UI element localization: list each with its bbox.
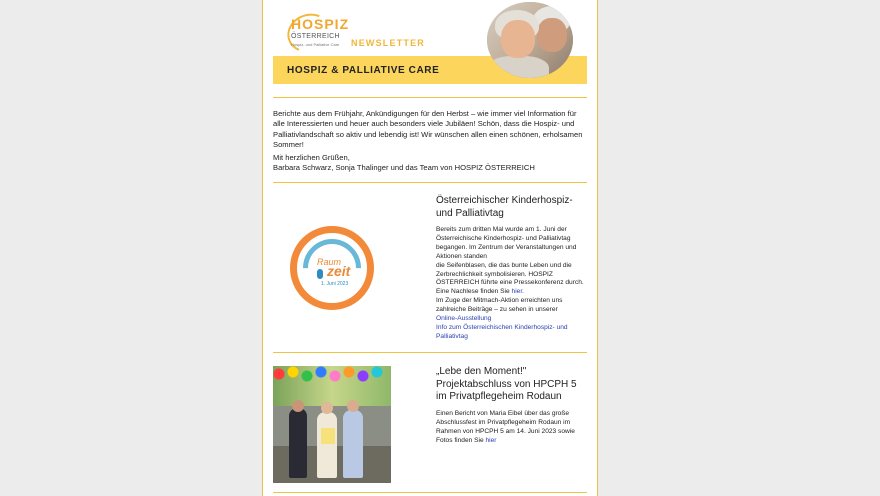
- divider: [273, 182, 587, 183]
- article1-title: Österreichischer Kinderhospiz- und Palliativtag: [436, 195, 573, 219]
- balloons-decoration: [273, 366, 391, 390]
- article2-title: „Lebe den Moment!" Projektabschluss von HPCPH 5 im Privatpflegeheim Rodaun: [436, 366, 577, 402]
- article2-body: [436, 410, 588, 446]
- newsletter-label: NEWSLETTER: [351, 38, 425, 48]
- intro-text: [273, 109, 587, 151]
- team-photo: [273, 366, 391, 483]
- signature: Barbara Schwarz, Sonja Thalinger und das Team von HOSPIZ ÖSTERREICH: [273, 163, 535, 172]
- newsletter-sheet: [262, 0, 598, 496]
- article2-link-hier[interactable]: hier: [485, 436, 497, 444]
- banner-title: HOSPIZ & PALLIATIVE CARE: [287, 65, 440, 76]
- article1-body: [436, 226, 588, 342]
- article1-link-hier[interactable]: hier.: [511, 288, 524, 296]
- header-photo: [487, 2, 573, 78]
- raumzeit-badge: [290, 226, 374, 310]
- divider: [273, 492, 587, 493]
- article1-link-online[interactable]: Online-Ausstellung: [436, 315, 492, 323]
- hospiz-logo[interactable]: [285, 12, 350, 50]
- article1-text-1: Bereits zum dritten Mal wurde am 1. Juni der Österreichische Kinderhospiz- und Palliativtag begangen. Im Zentrum der Veranstaltungen und Aktionen standen: [436, 226, 577, 260]
- intro-paragraph: Berichte aus dem Frühjahr, Ankündigungen für den Herbst – wie immer viel Information für alle Interessierten und heuer auch besonders viele Jubiläen! Schön, dass die Hospiz- und Palliativlandschaft so aktiv und lebendig ist! Wir wünschen allen einen schönen, erholsamen Sommer!: [273, 109, 583, 150]
- logo-word: HOSPIZ: [291, 16, 350, 32]
- child-figure-icon: [317, 269, 323, 279]
- article1-text-2: die Seifenblasen, die das bunte Leben und die Zerbrechlichkeit symbolisieren. HOSPIZ ÖSTERREICH führte eine Pressekonferenz durch. Eine Nachlese finden Sie: [436, 261, 584, 296]
- article1-text-3: Im Zuge der Mitmach-Aktion erreichten uns zahlreiche Beiträge – zu sehen in unserer: [436, 297, 563, 314]
- article2-text: Einen Bericht von Maria Eibel über das große Abschlussfest im Privatpflegeheim Rodaun im Rahmen von HPCPH 5 am 14. Juni 2023 sowie Fotos finden Sie: [436, 410, 575, 444]
- certificate: [321, 428, 335, 444]
- badge-raum: Raum: [317, 257, 342, 267]
- logo-sub: ÖSTERREICH: [291, 33, 340, 40]
- badge-zeit: zeit: [327, 263, 351, 279]
- greeting-block: [273, 153, 587, 173]
- badge-date: 1. Juni 2023: [321, 281, 349, 287]
- divider: [273, 97, 587, 98]
- divider: [273, 352, 587, 353]
- article1-link-info[interactable]: Info zum Österreichischen Kinderhospiz- und Palliativtag: [436, 323, 568, 340]
- logo-tagline: Hospiz- und Palliative Care: [291, 42, 340, 47]
- greeting: Mit herzlichen Grüßen,: [273, 153, 350, 162]
